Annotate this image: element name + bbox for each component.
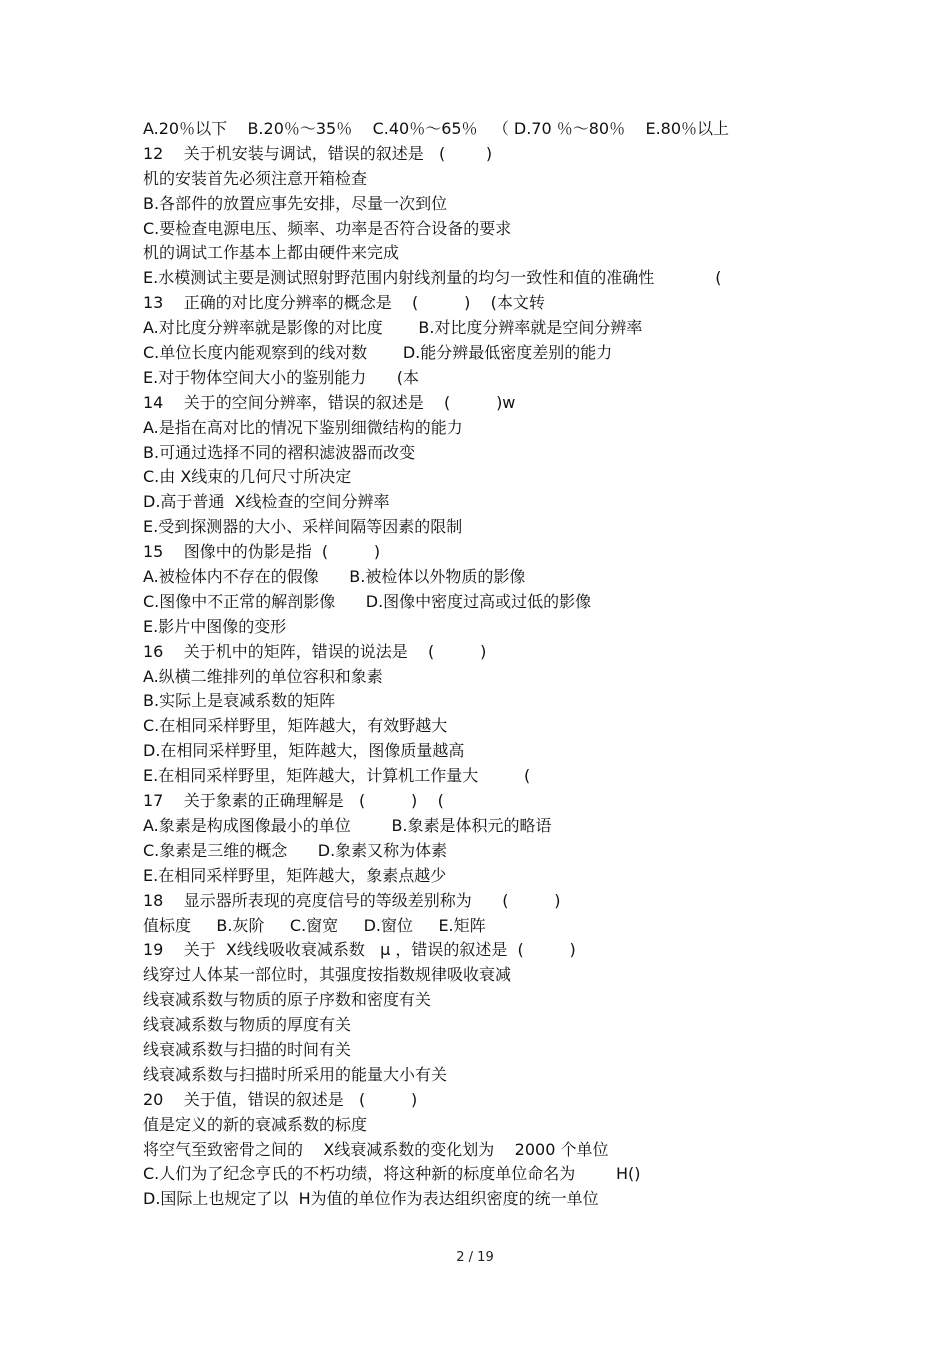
- text-line: 15 图像中的伪影是指 ( ): [143, 542, 381, 562]
- text-line: 14 关于的空间分辨率，错误的叙述是 ( )w: [143, 392, 516, 412]
- text-line: C.由 X线束的几何尺寸所决定: [143, 467, 352, 487]
- text-line: B.各部件的放置应事先安排，尽量一次到位: [143, 193, 448, 213]
- text-line: C.人们为了纪念亨氏的不朽功绩，将这种新的标度单位命名为 H(): [143, 1164, 641, 1184]
- text-line: A.纵横二维排列的单位容积和象素: [143, 666, 383, 686]
- text-line: 机的安装首先必须注意开箱检查: [143, 168, 368, 188]
- text-line: 值标度 B.灰阶 C.窗宽 D.窗位 E.矩阵: [143, 915, 486, 935]
- text-line: E.水模测试主要是测试照射野范围内射线剂量的均匀一致性和值的准确性 (: [143, 268, 722, 288]
- text-line: 机的调试工作基本上都由硬件来完成: [143, 243, 400, 263]
- text-line: 线穿过人体某一部位时，其强度按指数规律吸收衰减: [143, 965, 512, 985]
- text-line: E.影片中图像的变形: [143, 616, 287, 636]
- text-line: 线衰减系数与物质的厚度有关: [143, 1015, 352, 1035]
- text-line: 13 正确的对比度分辨率的概念是 ( ) (本文转: [143, 293, 545, 313]
- text-line: 12 关于机安装与调试，错误的叙述是 ( ): [143, 143, 493, 163]
- text-line: A.象素是构成图像最小的单位 B.象素是体积元的略语: [143, 815, 552, 835]
- text-line: B.实际上是衰减系数的矩阵: [143, 691, 336, 711]
- text-line: A.20％以下 B.20％～35％ C.40％～65％ （ D.70 ％～80％ E.80％以上: [143, 119, 730, 138]
- text-line: D.在相同采样野里，矩阵越大，图像质量越高: [143, 741, 465, 761]
- text-line: 线衰减系数与扫描时所采用的能量大小有关: [143, 1064, 448, 1084]
- text-line: 线衰减系数与扫描的时间有关: [143, 1039, 352, 1059]
- text-line: E.在相同采样野里，矩阵越大，计算机工作量大 (: [143, 766, 531, 786]
- text-line: E.受到探测器的大小、采样间隔等因素的限制: [143, 517, 463, 537]
- text-line: A.是指在高对比的情况下鉴别细微结构的能力: [143, 417, 463, 437]
- text-line: 20 关于值，错误的叙述是 ( ): [143, 1089, 418, 1109]
- text-line: C.象素是三维的概念 D.象素又称为体素: [143, 840, 448, 860]
- page-number: 2 / 19: [456, 1250, 494, 1265]
- text-line: C.图像中不正常的解剖影像 D.图像中密度过高或过低的影像: [143, 591, 592, 611]
- text-line: B.可通过选择不同的褶积滤波器而改变: [143, 442, 416, 462]
- text-line: D.高于普通 X线检查的空间分辨率: [143, 492, 390, 512]
- text-line: E.在相同采样野里，矩阵越大，象素点越少: [143, 865, 447, 885]
- text-line: C.要检查电源电压、频率、功率是否符合设备的要求: [143, 218, 512, 238]
- text-line: E.对于物体空间大小的鉴别能力 (本: [143, 367, 419, 387]
- text-line: 线衰减系数与物质的原子序数和密度有关: [143, 990, 432, 1010]
- text-line: 将空气至致密骨之间的 X线衰减系数的变化划为 2000 个单位: [143, 1139, 609, 1159]
- text-line: C.单位长度内能观察到的线对数 D.能分辨最低密度差别的能力: [143, 343, 613, 363]
- text-line: A.被检体内不存在的假像 B.被检体以外物质的影像: [143, 567, 526, 587]
- text-line: D.国际上也规定了以 H为值的单位作为表达组织密度的统一单位: [143, 1189, 599, 1209]
- text-line: 值是定义的新的衰减系数的标度: [143, 1114, 368, 1134]
- document-body: [143, 117, 843, 1212]
- text-line: 19 关于 X线线吸收衰减系数 μ ，错误的叙述是 ( ): [143, 940, 576, 960]
- text-line: A.对比度分辨率就是影像的对比度 B.对比度分辨率就是空间分辨率: [143, 318, 643, 338]
- text-line: 18 显示器所表现的亮度信号的等级差别称为 ( ): [143, 890, 561, 910]
- text-line: 17 关于象素的正确理解是 ( ) (: [143, 791, 444, 811]
- text-line: C.在相同采样野里，矩阵越大，有效野越大: [143, 716, 448, 736]
- text-line: 16 关于机中的矩阵，错误的说法是 ( ): [143, 641, 487, 661]
